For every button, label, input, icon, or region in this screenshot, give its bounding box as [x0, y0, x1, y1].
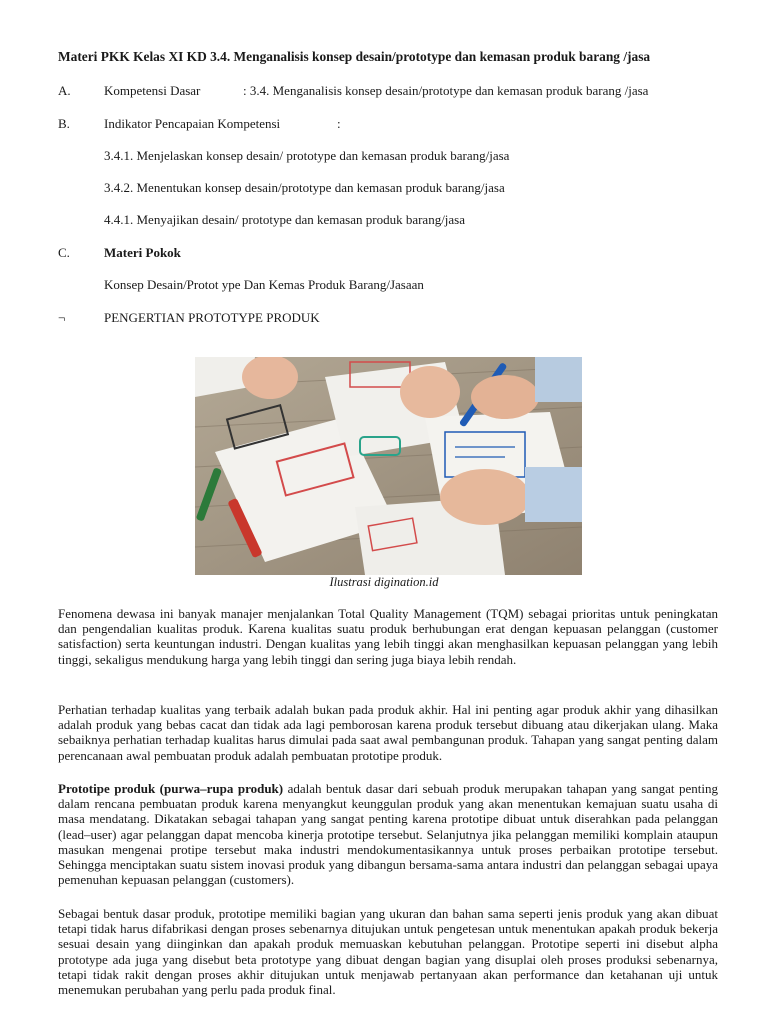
- section-a-label: Kompetensi Dasar: [104, 83, 201, 98]
- indicator-item: 3.4.2. Menentukan konsep desain/prototype dan kemasan produk barang/jasa: [104, 180, 505, 195]
- paragraph-prototype-form: Sebagai bentuk dasar produk, prototipe memiliki bagian yang ukuran dan bahan sama seperti jenis produk yang akan dibuat tetapi tidak harus difabrikasi dengan proses sebenarnya ditujukan untuk pengetesan untuk menentukan apakah produk bekerja sesuai desain yang diinginkan dan apakah produk memuaskan kebutuhan pelanggan. Prototipe seperti ini disebut alpha prototype ada juga yang disebut beta prototype yang dibuat dengan bagian yang disuplai oleh proses produksi sebenarnya, tetapi tidak rakit dengan proses akhir ditujukan untuk menjawab pertanyaan akan performance dan ketahanan uji untuk menemukan perubahan yang perlu pada produk final.: [58, 906, 718, 998]
- prototype-sketch-illustration: [195, 357, 582, 575]
- paragraph-prototype-definition: [58, 781, 718, 887]
- section-a-value: : 3.4. Menganalisis konsep desain/prototype dan kemasan produk barang /jasa: [243, 83, 649, 98]
- bullet-marker: ¬: [58, 310, 66, 325]
- paragraph-tqm: Fenomena dewasa ini banyak manajer menjalankan Total Quality Management (TQM) sebagai prioritas untuk peningkatan dan pengendalian kualitas produk. Karena kualitas suatu produk berhubungan erat dengan kepuasan pelanggan (customer satisfaction) serta keuntungan industri. Dengan kualitas yang lebih tinggi akan menghasilkan kepuasan pelanggan yang lebih tinggi, sekaligus mendukung harga yang lebih tinggi dan sering juga biaya lebih rendah.: [58, 606, 718, 667]
- document-title: Materi PKK Kelas XI KD 3.4. Menganalisis konsep desain/prototype dan kemasan produk barang /jasa: [58, 49, 651, 64]
- indicator-item: 4.4.1. Menyajikan desain/ prototype dan kemasan produk barang/jasa: [104, 212, 466, 227]
- section-b-colon: :: [337, 116, 341, 131]
- section-b-marker: B.: [58, 116, 70, 131]
- prototype-heading: PENGERTIAN PROTOTYPE PRODUK: [104, 310, 320, 325]
- section-b-label: Indikator Pencapaian Kompetensi: [104, 116, 281, 131]
- illustration-photo: [195, 357, 582, 575]
- section-c-label: Materi Pokok: [104, 245, 181, 260]
- section-c-subtitle: Konsep Desain/Protot ype Dan Kemas Produk Barang/Jasaan: [104, 277, 424, 292]
- section-a-marker: A.: [58, 83, 71, 98]
- section-c-marker: C.: [58, 245, 70, 260]
- prototype-term: Prototipe produk (purwa–rupa produk): [58, 781, 284, 796]
- paragraph-quality: Perhatian terhadap kualitas yang terbaik adalah bukan pada produk akhir. Hal ini penting agar produk akhir yang dihasilkan adalah produk yang bebas cacat dan tidak ada lagi pemborosan karena produk tersebut dibuang atau dikerjakan ulang. Maka sebaiknya perhatian terhadap kualitas harus dimulai pada saat awal pembangunan produk. Tahapan yang sangat penting dalam perencanaan awal pembuatan produk adalah pembuatan prototipe produk.: [58, 702, 718, 763]
- prototype-definition-text: adalah bentuk dasar dari sebuah produk merupakan tahapan yang sangat penting dalam rencana pembuatan produk karena menyangkut keunggulan produk yang akan menentukan kemajuan suatu usaha di masa mendatang. Dikatakan sebagai tahapan yang sangat penting karena prototipe dibuat untuk diserahkan pada pelanggan (lead–user) agar pelanggan dapat mencoba kinerja prototipe tersebut. Selanjutnya jika pelanggan memiliki komplain ataupun masukan mengenai protipe tersebut maka industri mendokumentasikannya untuk proses perbaikan prototipe tersebut. Sehingga menciptakan suatu sistem inovasi produk yang dibangun bersama-sama antara industri dan pelanggan sebagai upaya pemenuhan kepuasan pelanggan (customers).: [58, 781, 718, 888]
- indicator-item: 3.4.1. Menjelaskan konsep desain/ prototype dan kemasan produk barang/jasa: [104, 148, 510, 163]
- illustration-caption: Ilustrasi digination.id: [329, 575, 439, 589]
